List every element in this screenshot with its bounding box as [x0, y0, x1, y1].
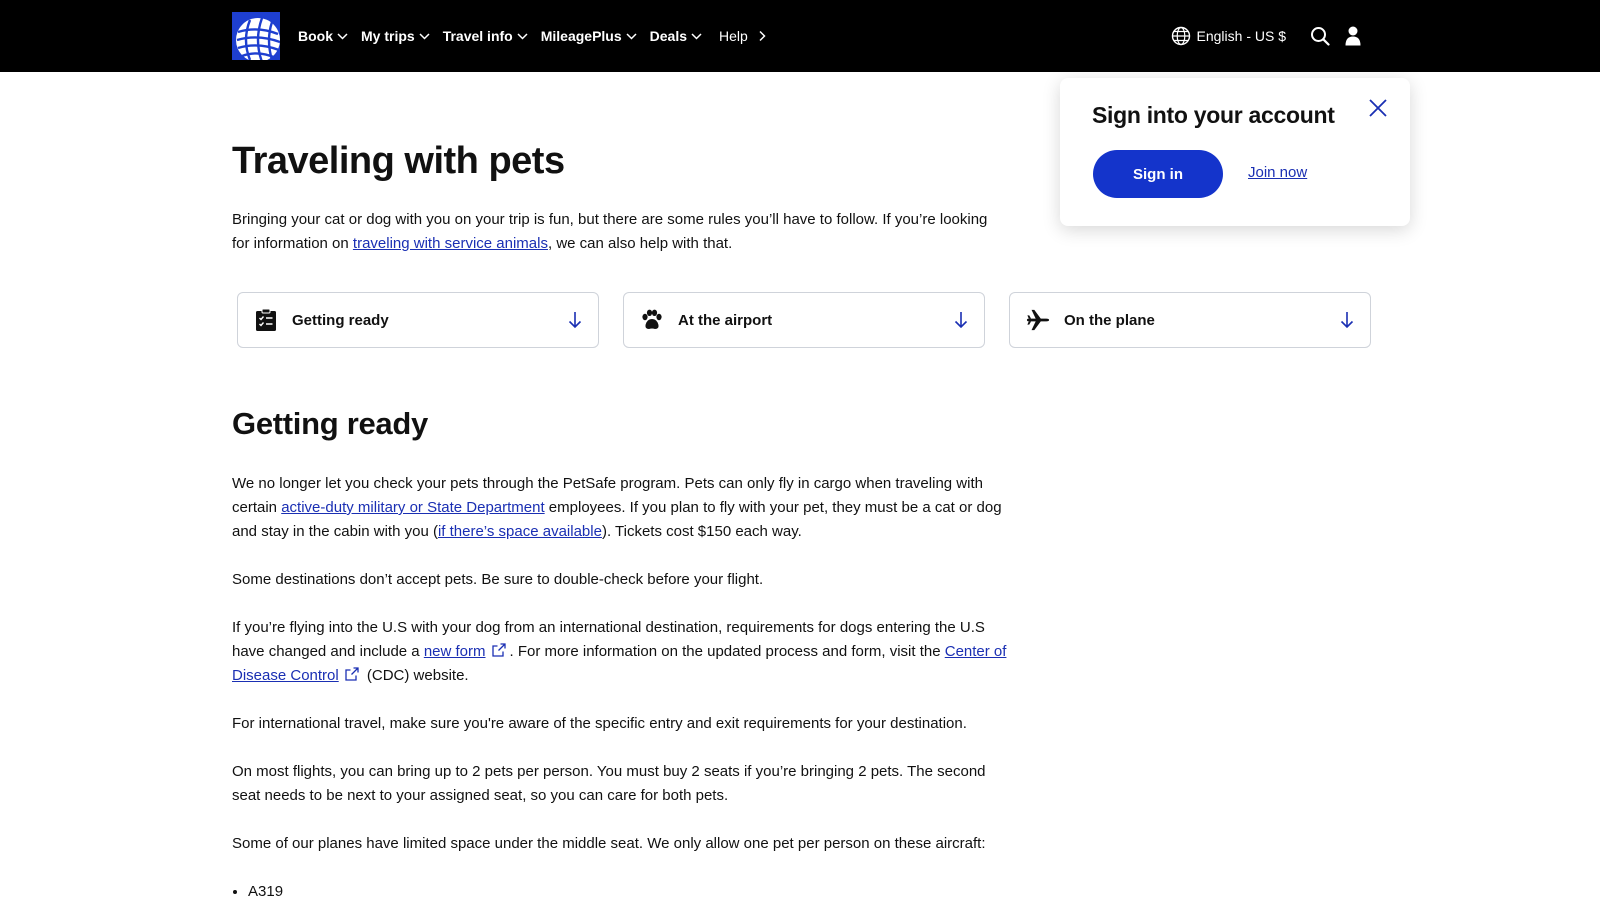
card-getting-ready-label: Getting ready	[292, 311, 389, 329]
top-navigation-bar	[0, 0, 1600, 72]
p3-text-c: (CDC) website.	[366, 667, 469, 684]
chevron-down-icon	[337, 33, 348, 40]
close-icon	[1368, 98, 1388, 118]
card-getting-ready[interactable]	[237, 292, 599, 348]
nav-book-label: Book	[298, 28, 333, 44]
card-on-the-plane-label: On the plane	[1064, 311, 1155, 329]
card-at-the-airport[interactable]	[623, 292, 985, 348]
p1-text-b: employees. If you plan to fly with your pet, they must be a cat or dog and stay in the cabin with you (	[232, 499, 1002, 540]
main-nav	[298, 0, 781, 72]
aircraft-list	[248, 880, 283, 900]
join-now-link[interactable]: Join now	[1248, 164, 1308, 181]
chevron-down-icon	[691, 33, 702, 40]
nav-book[interactable]	[298, 28, 348, 44]
nav-help[interactable]	[719, 28, 768, 44]
external-link-icon	[345, 667, 359, 681]
page-title: Traveling with pets	[232, 140, 565, 182]
external-link-icon	[492, 643, 506, 657]
nav-mileageplus-label: MileagePlus	[540, 28, 622, 44]
nav-help-label: Help	[719, 28, 748, 44]
globe-icon	[1171, 26, 1191, 46]
nav-travel-info-label: Travel info	[442, 28, 513, 44]
section-jump-cards	[237, 292, 1372, 348]
petsafe-paragraph	[232, 472, 1012, 544]
nav-my-trips-label: My trips	[361, 28, 415, 44]
checklist-icon	[254, 308, 278, 332]
military-state-link[interactable]: active-duty military or State Department	[281, 499, 545, 516]
chevron-right-icon	[756, 30, 768, 42]
sign-in-popup	[1060, 78, 1410, 226]
account-icon	[1344, 26, 1362, 46]
chevron-down-icon	[419, 33, 430, 40]
nav-deals-label: Deals	[649, 28, 687, 44]
new-form-link[interactable]: new form	[423, 643, 486, 660]
chevron-down-icon	[517, 33, 528, 40]
arrow-down-icon	[568, 311, 582, 329]
account-button[interactable]	[1344, 26, 1362, 46]
header-utilities	[1171, 0, 1362, 72]
nav-travel-info[interactable]	[443, 28, 528, 44]
search-icon	[1310, 26, 1330, 46]
nav-my-trips[interactable]	[361, 28, 430, 44]
search-button[interactable]	[1310, 26, 1330, 46]
two-pets-paragraph: On most flights, you can bring up to 2 pets per person. You must buy 2 seats if you’re bringing 2 pets. The second seat needs to be next to your assigned seat, so you can care for both pets.	[232, 763, 986, 804]
list-item: • A319	[248, 880, 283, 900]
intro-text-before: Bringing your cat or dog with you on your trip is fun, but there are some rules you’ll have to follow. If you’re looking for information on	[232, 211, 988, 252]
nav-mileageplus[interactable]	[541, 28, 637, 44]
p1-text-c: ). Tickets cost $150 each way.	[601, 523, 802, 540]
destinations-paragraph: Some destinations don’t accept pets. Be sure to double-check before your flight.	[232, 571, 764, 588]
close-button[interactable]	[1368, 98, 1388, 123]
cdc-link[interactable]: Center of Disease Control	[232, 643, 1007, 684]
cdc-paragraph	[232, 616, 1012, 688]
p3-text-a: If you’re flying into the U.S with your dog from an international destination, requirements for dogs entering the U.S have changed and include a	[232, 619, 985, 660]
nav-deals[interactable]	[650, 28, 702, 44]
p1-text-a: We no longer let you check your pets through the PetSafe program. Pets can only fly in cargo when traveling with certain	[232, 475, 983, 516]
popup-title: Sign into your account	[1092, 102, 1335, 128]
section-title-getting-ready: Getting ready	[232, 406, 428, 441]
intro-paragraph	[232, 208, 1002, 256]
chevron-down-icon	[626, 33, 637, 40]
airplane-icon	[1026, 308, 1050, 332]
p3-text-b: . For more information on the updated process and form, visit the	[509, 643, 945, 660]
card-on-the-plane[interactable]	[1009, 292, 1371, 348]
arrow-down-icon	[1340, 311, 1354, 329]
space-available-link[interactable]: if there’s space available	[437, 523, 602, 540]
service-animals-link[interactable]: traveling with service animals	[352, 235, 548, 252]
international-paragraph: For international travel, make sure you're aware of the specific entry and exit requirements for your destination.	[232, 715, 967, 732]
sign-in-button[interactable]: Sign in	[1093, 150, 1223, 198]
arrow-down-icon	[954, 311, 968, 329]
middle-seat-paragraph: Some of our planes have limited space under the middle seat. We only allow one pet per person on these aircraft:	[232, 835, 986, 852]
card-at-the-airport-label: At the airport	[678, 311, 773, 329]
united-globe-logo-icon[interactable]	[232, 12, 280, 60]
paw-icon	[640, 308, 664, 332]
intro-text-after: , we can also help with that.	[547, 235, 733, 252]
language-label: English - US $	[1196, 28, 1286, 44]
language-selector[interactable]	[1171, 26, 1286, 46]
